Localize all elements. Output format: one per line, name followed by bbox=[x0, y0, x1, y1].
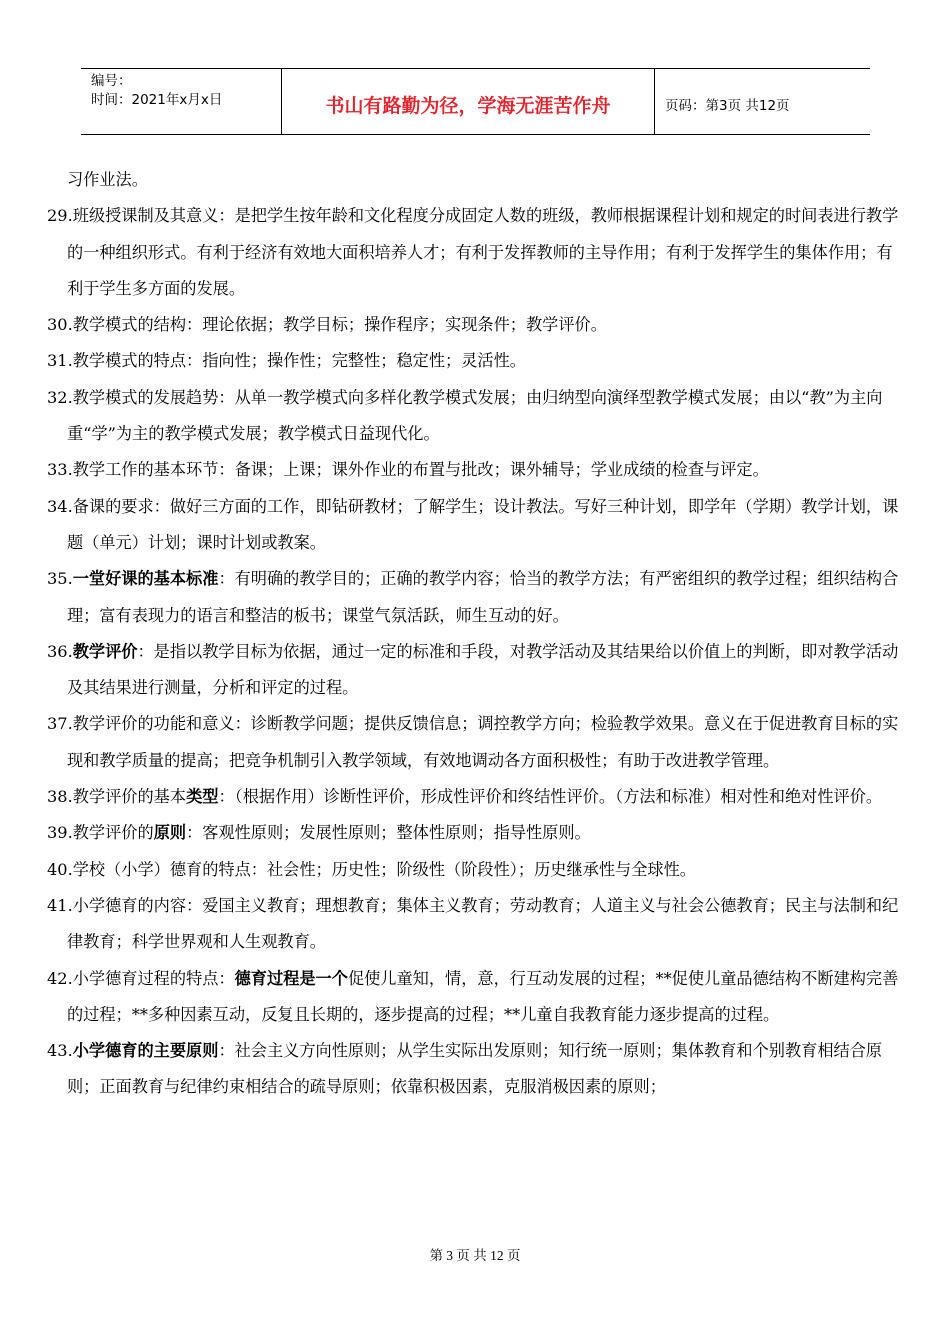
paragraph-41: 41.小学德育的内容：爱国主义教育；理想教育；集体主义教育；劳动教育；人道主义与社会公德教育；民主与法制和纪律教育；科学世界观和人生观教育。 bbox=[47, 895, 899, 952]
paragraph-43-term: 小学德育的主要原则 bbox=[72, 1041, 219, 1061]
time-label: 时间：2021年x月x日 bbox=[91, 92, 223, 108]
paragraph-28-tail: 习作业法。 bbox=[67, 170, 148, 189]
paragraph-38-term: 类型 bbox=[186, 787, 219, 807]
paragraph-31: 31.教学模式的特点：指向性；操作性；完整性；稳定性；灵活性。 bbox=[47, 351, 526, 371]
header-left-cell bbox=[81, 69, 282, 134]
paragraph-35-number: 35. bbox=[47, 569, 73, 589]
paragraph-39-term: 原则 bbox=[153, 823, 187, 843]
paragraph-36-term: 教学评价 bbox=[72, 641, 138, 661]
paragraph-40: 40.学校（小学）德育的特点：社会性；历史性；阶级性（阶段性）；历史继承性与全球性。 bbox=[47, 859, 696, 879]
paragraph-33: 33.教学工作的基本环节：备课；上课；课外作业的布置与批改；课外辅导；学业成绩的检查与评定。 bbox=[47, 460, 769, 480]
code-label: 编号： bbox=[91, 73, 132, 89]
paragraph-38-text: ：（根据作用）诊断性评价，形成性评价和终结性评价。（方法和标准）相对性和绝对性评价。 bbox=[218, 787, 883, 807]
paragraph-36-number: 36. bbox=[47, 641, 73, 661]
paragraph-34: 34.备课的要求：做好三方面的工作，即钻研教材；了解学生；设计教法。写好三种计划，即学年（学期）教学计划，课题（单元）计划；课时计划或教案。 bbox=[47, 496, 899, 552]
header-motto-cell bbox=[282, 69, 655, 134]
paragraph-38-lead: 38.教学评价的基本 bbox=[47, 787, 187, 807]
header-table bbox=[81, 68, 870, 135]
paragraph-36 bbox=[47, 634, 907, 707]
paragraph-35-term: 一堂好课的基本标准 bbox=[72, 569, 219, 589]
paragraph-30: 30.教学模式的结构：理论依据；教学目标；操作程序；实现条件；教学评价。 bbox=[47, 315, 607, 335]
paragraph-35 bbox=[47, 561, 907, 634]
paragraph-29: 29.班级授课制及其意义：是把学生按年龄和文化程度分成固定人数的班级，教师根据课程计划和规定的时间表进行教学的一种组织形式。有利于经济有效地大面积培养人才；有利于发挥教师的主导作用；有利于发挥学生的集体作用；有利于学生多方面的发展。 bbox=[47, 206, 899, 298]
paragraph-43 bbox=[47, 1033, 907, 1106]
paragraph-43-text: ：社会主义方向性原则；从学生实际出发原则；知行统一原则；集体教育和个别教育相结合原则；正面教育与纪律约束相结合的疏导原则；依靠积极因素，克服消极因素的原则； bbox=[67, 1041, 883, 1097]
paragraph-42-term: 德育过程是一个 bbox=[234, 968, 348, 988]
page-footer: 第 3 页 共 12 页 bbox=[429, 1248, 521, 1263]
paragraph-39 bbox=[47, 815, 907, 851]
paragraph-42-lead: 42.小学德育过程的特点： bbox=[47, 968, 235, 988]
paragraph-36-text: ：是指以教学目标为依据，通过一定的标准和手段，对教学活动及其结果给以价值上的判断，即对教学活动及其结果进行测量，分析和评定的过程。 bbox=[67, 641, 899, 698]
paragraph-39-text: ：客观性原则；发展性原则；整体性原则；指导性原则。 bbox=[186, 823, 591, 843]
paragraph-38 bbox=[47, 779, 907, 815]
paragraph-42 bbox=[47, 961, 907, 1034]
paragraph-42-text: 促使儿童知，情，意，行互动发展的过程；**促使儿童品德结构不断建构完善的过程；**多种因素互动，反复且长期的，逐步提高的过程；**儿童自我教育能力逐步提高的过程。 bbox=[67, 968, 899, 1024]
header-page-cell bbox=[655, 69, 870, 134]
paragraph-43-number: 43. bbox=[47, 1041, 73, 1061]
page-info: 页码：第3页 共12页 bbox=[665, 97, 790, 114]
paragraph-32: 32.教学模式的发展趋势：从单一教学模式向多样化教学模式发展；由归纳型向演绎型教学模式发展；由以“教”为主向重“学”为主的教学模式发展；教学模式日益现代化。 bbox=[47, 387, 883, 444]
motto-text: 书山有路勤为径，学海无涯苦作舟 bbox=[325, 95, 611, 117]
paragraph-35-text: ：有明确的教学目的；正确的教学内容；恰当的教学方法；有严密组织的教学过程；组织结构合理；富有表现力的语言和整洁的板书；课堂气氛活跃，师生互动的好。 bbox=[67, 569, 899, 625]
paragraph-37: 37.教学评价的功能和意义：诊断教学问题；提供反馈信息；调控教学方向；检验教学效果。意义在于促进教育目标的实现和教学质量的提高；把竞争机制引入教学领域，有效地调动各方面积极性；有助于改进教学管理。 bbox=[47, 714, 899, 770]
paragraph-39-lead: 39.教学评价的 bbox=[47, 823, 154, 843]
document-body bbox=[47, 162, 907, 1106]
